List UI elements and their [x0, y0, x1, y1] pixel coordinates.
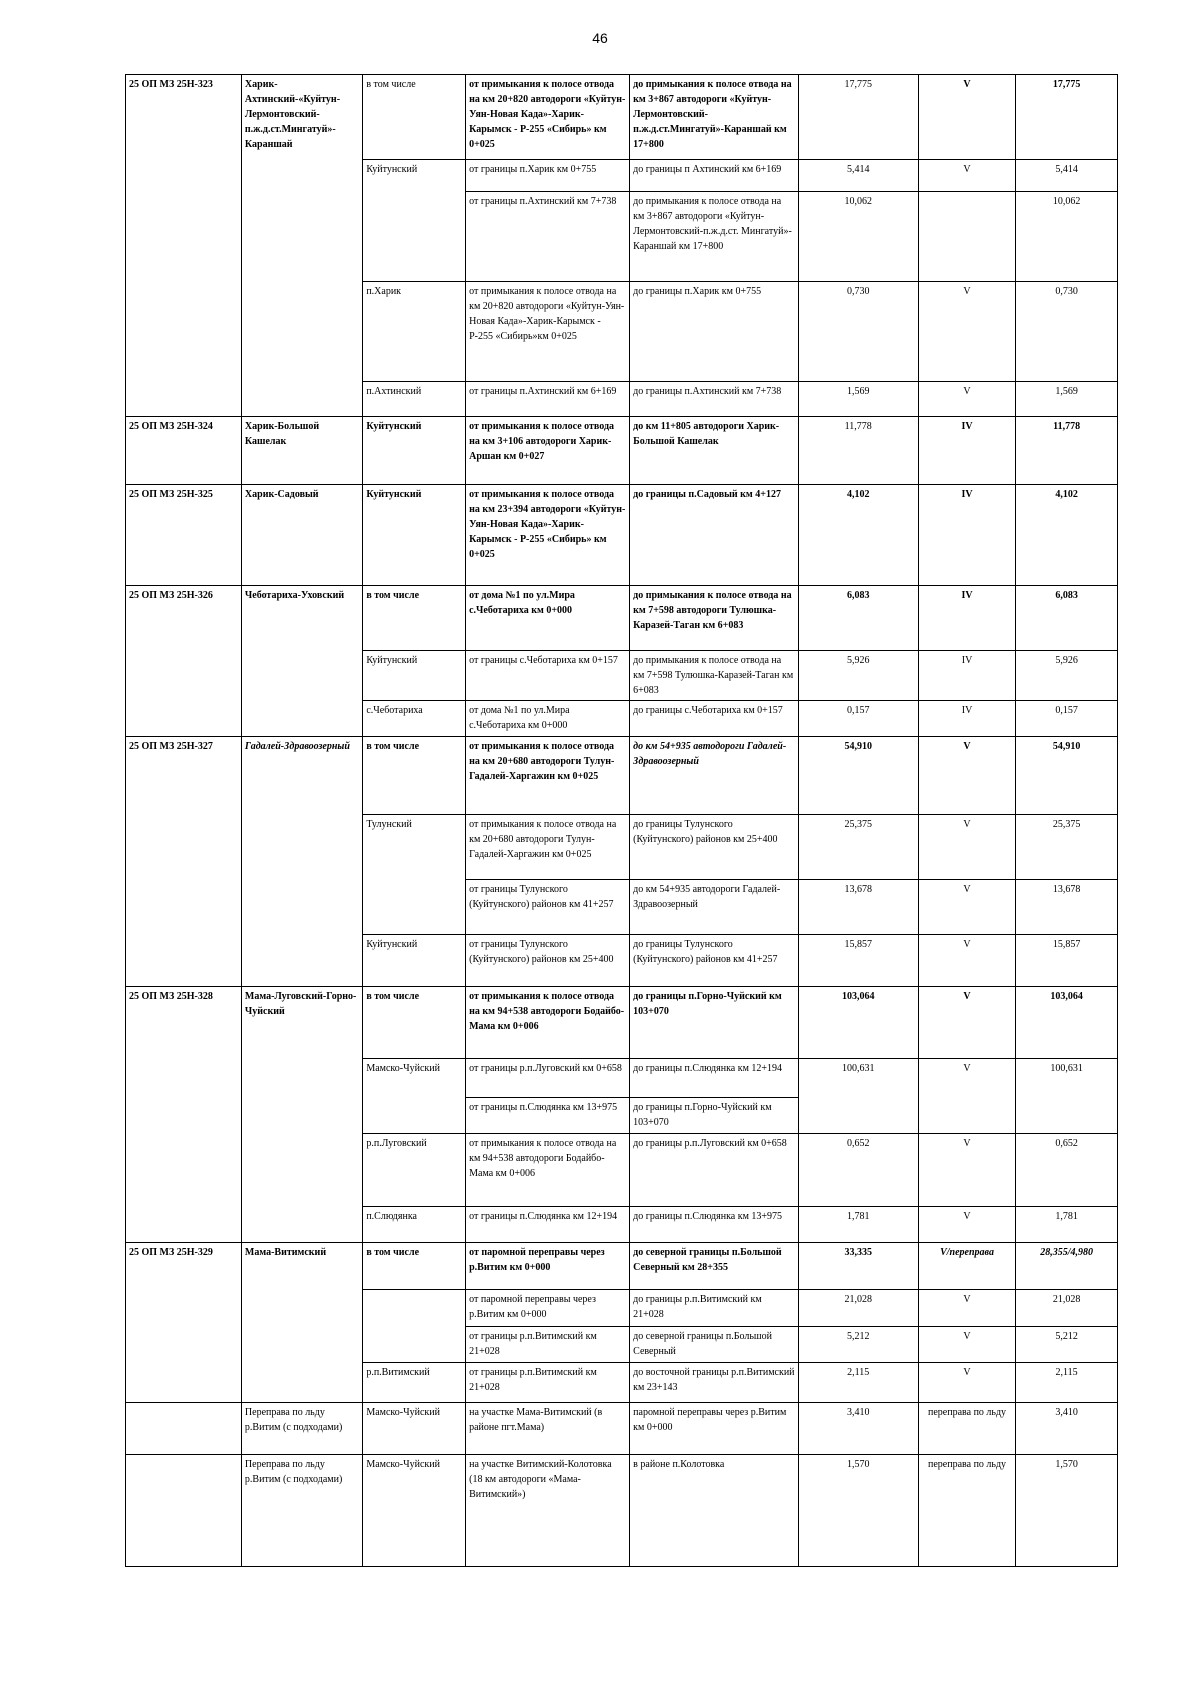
road-id-cell: 25 ОП МЗ 25Н-326: [126, 586, 242, 737]
category-cell: V: [918, 1327, 1015, 1363]
total-cell: 103,064: [1016, 987, 1118, 1059]
from-cell: от границы п.Ахтинский км 6+169: [466, 382, 630, 417]
length-cell: 0,652: [798, 1134, 918, 1207]
category-cell: IV: [918, 417, 1015, 485]
district-cell: Тулунский: [363, 815, 466, 935]
road-id-cell: [126, 1403, 242, 1455]
length-cell: 100,631: [798, 1059, 918, 1134]
from-cell: от границы п.Слюдянка км 12+194: [466, 1207, 630, 1243]
road-name-cell: Переправа по льду р.Витим (с подходами): [241, 1403, 362, 1455]
district-cell: Куйтунский: [363, 485, 466, 586]
table-row: [126, 1403, 1118, 1455]
length-cell: 11,778: [798, 417, 918, 485]
total-cell: 54,910: [1016, 737, 1118, 815]
district-cell: Куйтунский: [363, 160, 466, 282]
to-cell: до примыкания к полосе отвода на км 7+598 Тулюшка-Каразей-Таган км 6+083: [630, 651, 798, 701]
to-cell: до границы р.п.Витимский км 21+028: [630, 1290, 798, 1327]
from-cell: от границы Тулунского (Куйтунского) районов км 25+400: [466, 935, 630, 987]
total-cell: 5,926: [1016, 651, 1118, 701]
total-cell: 0,652: [1016, 1134, 1118, 1207]
total-cell: 100,631: [1016, 1059, 1118, 1134]
to-cell: до северной границы п.Большой Северный: [630, 1327, 798, 1363]
from-cell: от примыкания к полосе отвода на км 23+394 автодороги «Куйтун-Уян-Новая Када»-Харик-Карымск - Р-255 «Сибирь» км 0+025: [466, 485, 630, 586]
category-cell: V: [918, 1207, 1015, 1243]
district-cell: [363, 1290, 466, 1363]
total-cell: 5,414: [1016, 160, 1118, 192]
total-cell: 1,569: [1016, 382, 1118, 417]
roads-table: [125, 74, 1118, 1567]
to-cell: до км 54+935 автодороги Гадалей-Здравоозерный: [630, 880, 798, 935]
district-cell: п.Харик: [363, 282, 466, 382]
district-cell: в том числе: [363, 1243, 466, 1290]
length-cell: 4,102: [798, 485, 918, 586]
from-cell: от примыкания к полосе отвода на км 3+106 автодороги Харик-Аршан км 0+027: [466, 417, 630, 485]
district-cell: с.Чеботариха: [363, 701, 466, 737]
category-cell: V: [918, 1290, 1015, 1327]
to-cell: до км 11+805 автодороги Харик-Большой Кашелак: [630, 417, 798, 485]
road-name-cell: Гадалей-Здравоозерный: [241, 737, 362, 987]
to-cell: до границы п.Слюдянка км 13+975: [630, 1207, 798, 1243]
road-id-cell: [126, 1455, 242, 1567]
category-cell: V/переправа: [918, 1243, 1015, 1290]
from-cell: от границы п.Харик км 0+755: [466, 160, 630, 192]
length-cell: 5,926: [798, 651, 918, 701]
from-cell: от примыкания к полосе отвода на км 20+680 автодороги Тулун-Гадалей-Харгажин км 0+025: [466, 737, 630, 815]
district-cell: Мамско-Чуйский: [363, 1403, 466, 1455]
total-cell: 2,115: [1016, 1363, 1118, 1403]
from-cell: от паромной переправы через р.Витим км 0+000: [466, 1290, 630, 1327]
table-row: [126, 737, 1118, 815]
page-number: 46: [592, 30, 608, 46]
category-cell: V: [918, 987, 1015, 1059]
district-cell: в том числе: [363, 586, 466, 651]
district-cell: р.п.Луговский: [363, 1134, 466, 1207]
total-cell: 25,375: [1016, 815, 1118, 880]
total-cell: 28,355/4,980: [1016, 1243, 1118, 1290]
total-cell: 13,678: [1016, 880, 1118, 935]
length-cell: 0,157: [798, 701, 918, 737]
table-row: [126, 1455, 1118, 1567]
to-cell: до примыкания к полосе отвода на км 3+867 автодороги «Куйтун-Лермонтовский-п.ж.д.ст.Мингатуй»-Караншай км 17+800: [630, 75, 798, 160]
district-cell: Куйтунский: [363, 651, 466, 701]
road-name-cell: Чеботариха-Уховский: [241, 586, 362, 737]
length-cell: 1,570: [798, 1455, 918, 1567]
category-cell: IV: [918, 701, 1015, 737]
total-cell: 0,730: [1016, 282, 1118, 382]
category-cell: V: [918, 1134, 1015, 1207]
district-cell: Куйтунский: [363, 417, 466, 485]
from-cell: от границы р.п.Луговский км 0+658: [466, 1059, 630, 1098]
district-cell: р.п.Витимский: [363, 1363, 466, 1403]
length-cell: 25,375: [798, 815, 918, 880]
length-cell: 3,410: [798, 1403, 918, 1455]
category-cell: IV: [918, 651, 1015, 701]
to-cell: до границы п.Горно-Чуйский км 103+070: [630, 987, 798, 1059]
from-cell: от примыкания к полосе отвода на км 20+680 автодороги Тулун-Гадалей-Харгажин км 0+025: [466, 815, 630, 880]
length-cell: 103,064: [798, 987, 918, 1059]
district-cell: Мамско-Чуйский: [363, 1059, 466, 1134]
to-cell: паромной переправы через р.Витим км 0+000: [630, 1403, 798, 1455]
length-cell: 1,569: [798, 382, 918, 417]
length-cell: 33,335: [798, 1243, 918, 1290]
from-cell: от примыкания к полосе отвода на км 94+538 автодороги Бодайбо-Мама км 0+006: [466, 987, 630, 1059]
table-row: [126, 1243, 1118, 1290]
road-id-cell: 25 ОП МЗ 25Н-327: [126, 737, 242, 987]
category-cell: V: [918, 1059, 1015, 1134]
category-cell: V: [918, 815, 1015, 880]
district-cell: п.Ахтинский: [363, 382, 466, 417]
from-cell: от границы п.Слюдянка км 13+975: [466, 1098, 630, 1134]
total-cell: 0,157: [1016, 701, 1118, 737]
length-cell: 5,414: [798, 160, 918, 192]
total-cell: 6,083: [1016, 586, 1118, 651]
length-cell: 5,212: [798, 1327, 918, 1363]
to-cell: до примыкания к полосе отвода на км 7+598 автодороги Тулюшка-Каразей-Таган км 6+083: [630, 586, 798, 651]
total-cell: 15,857: [1016, 935, 1118, 987]
category-cell: IV: [918, 586, 1015, 651]
district-cell: в том числе: [363, 75, 466, 160]
from-cell: от границы с.Чеботариха км 0+157: [466, 651, 630, 701]
from-cell: от дома №1 по ул.Мира с.Чеботариха км 0+000: [466, 701, 630, 737]
from-cell: от дома №1 по ул.Мира с.Чеботариха км 0+000: [466, 586, 630, 651]
from-cell: от паромной переправы через р.Витим км 0+000: [466, 1243, 630, 1290]
length-cell: 1,781: [798, 1207, 918, 1243]
from-cell: от границы Тулунского (Куйтунского) районов км 41+257: [466, 880, 630, 935]
length-cell: 10,062: [798, 192, 918, 282]
length-cell: 13,678: [798, 880, 918, 935]
total-cell: 1,781: [1016, 1207, 1118, 1243]
total-cell: 11,778: [1016, 417, 1118, 485]
road-id-cell: 25 ОП МЗ 25Н-328: [126, 987, 242, 1243]
category-cell: V: [918, 382, 1015, 417]
table-row: [126, 987, 1118, 1059]
category-cell: V: [918, 737, 1015, 815]
road-name-cell: Переправа по льду р.Витим (с подходами): [241, 1455, 362, 1567]
to-cell: до границы п Ахтинский км 6+169: [630, 160, 798, 192]
category-cell: V: [918, 935, 1015, 987]
total-cell: 10,062: [1016, 192, 1118, 282]
from-cell: от примыкания к полосе отвода на км 94+538 автодороги Бодайбо-Мама км 0+006: [466, 1134, 630, 1207]
length-cell: 0,730: [798, 282, 918, 382]
from-cell: от границы р.п.Витимский км 21+028: [466, 1327, 630, 1363]
road-id-cell: 25 ОП МЗ 25Н-323: [126, 75, 242, 417]
category-cell: переправа по льду: [918, 1455, 1015, 1567]
total-cell: 17,775: [1016, 75, 1118, 160]
category-cell: V: [918, 75, 1015, 160]
category-cell: V: [918, 1363, 1015, 1403]
to-cell: до км 54+935 автодороги Гадалей-Здравоозерный: [630, 737, 798, 815]
to-cell: до границы п.Садовый км 4+127: [630, 485, 798, 586]
to-cell: до примыкания к полосе отвода на км 3+867 автодороги «Куйтун-Лермонтовский-п.ж.д.ст. Мингатуй»-Караншай км 17+800: [630, 192, 798, 282]
to-cell: до северной границы п.Большой Северный км 28+355: [630, 1243, 798, 1290]
to-cell: до границы п.Слюдянка км 12+194: [630, 1059, 798, 1098]
category-cell: V: [918, 282, 1015, 382]
road-name-cell: Харик-Ахтинский-«Куйтун-Лермонтовский-п.ж.д.ст.Мингатуй»-Караншай: [241, 75, 362, 417]
category-cell: [918, 192, 1015, 282]
category-cell: V: [918, 880, 1015, 935]
to-cell: в районе п.Колотовка: [630, 1455, 798, 1567]
road-name-cell: Мама-Витимский: [241, 1243, 362, 1403]
road-name-cell: Мама-Луговский-Горно-Чуйский: [241, 987, 362, 1243]
road-id-cell: 25 ОП МЗ 25Н-324: [126, 417, 242, 485]
from-cell: на участке Витимский-Колотовка (18 км автодороги «Мама-Витимский»): [466, 1455, 630, 1567]
table-row: [126, 417, 1118, 485]
category-cell: V: [918, 160, 1015, 192]
category-cell: IV: [918, 485, 1015, 586]
to-cell: до границы Тулунского (Куйтунского) районов км 41+257: [630, 935, 798, 987]
to-cell: до восточной границы р.п.Витимский км 23+143: [630, 1363, 798, 1403]
road-id-cell: 25 ОП МЗ 25Н-325: [126, 485, 242, 586]
to-cell: до границы п.Горно-Чуйский км 103+070: [630, 1098, 798, 1134]
district-cell: Куйтунский: [363, 935, 466, 987]
from-cell: на участке Мама-Витимский (в районе пгт.Мама): [466, 1403, 630, 1455]
from-cell: от примыкания к полосе отвода на км 20+820 автодороги «Куйтун-Уян-Новая Када»-Харик-Карымск - Р-255 «Сибирь» км 0+025: [466, 75, 630, 160]
road-id-cell: 25 ОП МЗ 25Н-329: [126, 1243, 242, 1403]
road-name-cell: Харик-Садовый: [241, 485, 362, 586]
district-cell: в том числе: [363, 737, 466, 815]
total-cell: 5,212: [1016, 1327, 1118, 1363]
length-cell: 2,115: [798, 1363, 918, 1403]
length-cell: 17,775: [798, 75, 918, 160]
length-cell: 21,028: [798, 1290, 918, 1327]
table-row: [126, 586, 1118, 651]
district-cell: в том числе: [363, 987, 466, 1059]
length-cell: 15,857: [798, 935, 918, 987]
to-cell: до границы п.Харик км 0+755: [630, 282, 798, 382]
district-cell: п.Слюдянка: [363, 1207, 466, 1243]
table-row: [126, 485, 1118, 586]
district-cell: Мамско-Чуйский: [363, 1455, 466, 1567]
category-cell: переправа по льду: [918, 1403, 1015, 1455]
to-cell: до границы п.Ахтинский км 7+738: [630, 382, 798, 417]
length-cell: 54,910: [798, 737, 918, 815]
from-cell: от примыкания к полосе отвода на км 20+820 автодороги «Куйтун-Уян-Новая Када»-Харик-Карымск - Р-255 «Сибирь»км 0+025: [466, 282, 630, 382]
length-cell: 6,083: [798, 586, 918, 651]
from-cell: от границы р.п.Витимский км 21+028: [466, 1363, 630, 1403]
road-name-cell: Харик-Большой Кашелак: [241, 417, 362, 485]
table-row: [126, 75, 1118, 160]
to-cell: до границы с.Чеботариха км 0+157: [630, 701, 798, 737]
total-cell: 1,570: [1016, 1455, 1118, 1567]
total-cell: 21,028: [1016, 1290, 1118, 1327]
total-cell: 3,410: [1016, 1403, 1118, 1455]
to-cell: до границы р.п.Луговский км 0+658: [630, 1134, 798, 1207]
total-cell: 4,102: [1016, 485, 1118, 586]
to-cell: до границы Тулунского (Куйтунского) районов км 25+400: [630, 815, 798, 880]
from-cell: от границы п.Ахтинский км 7+738: [466, 192, 630, 282]
